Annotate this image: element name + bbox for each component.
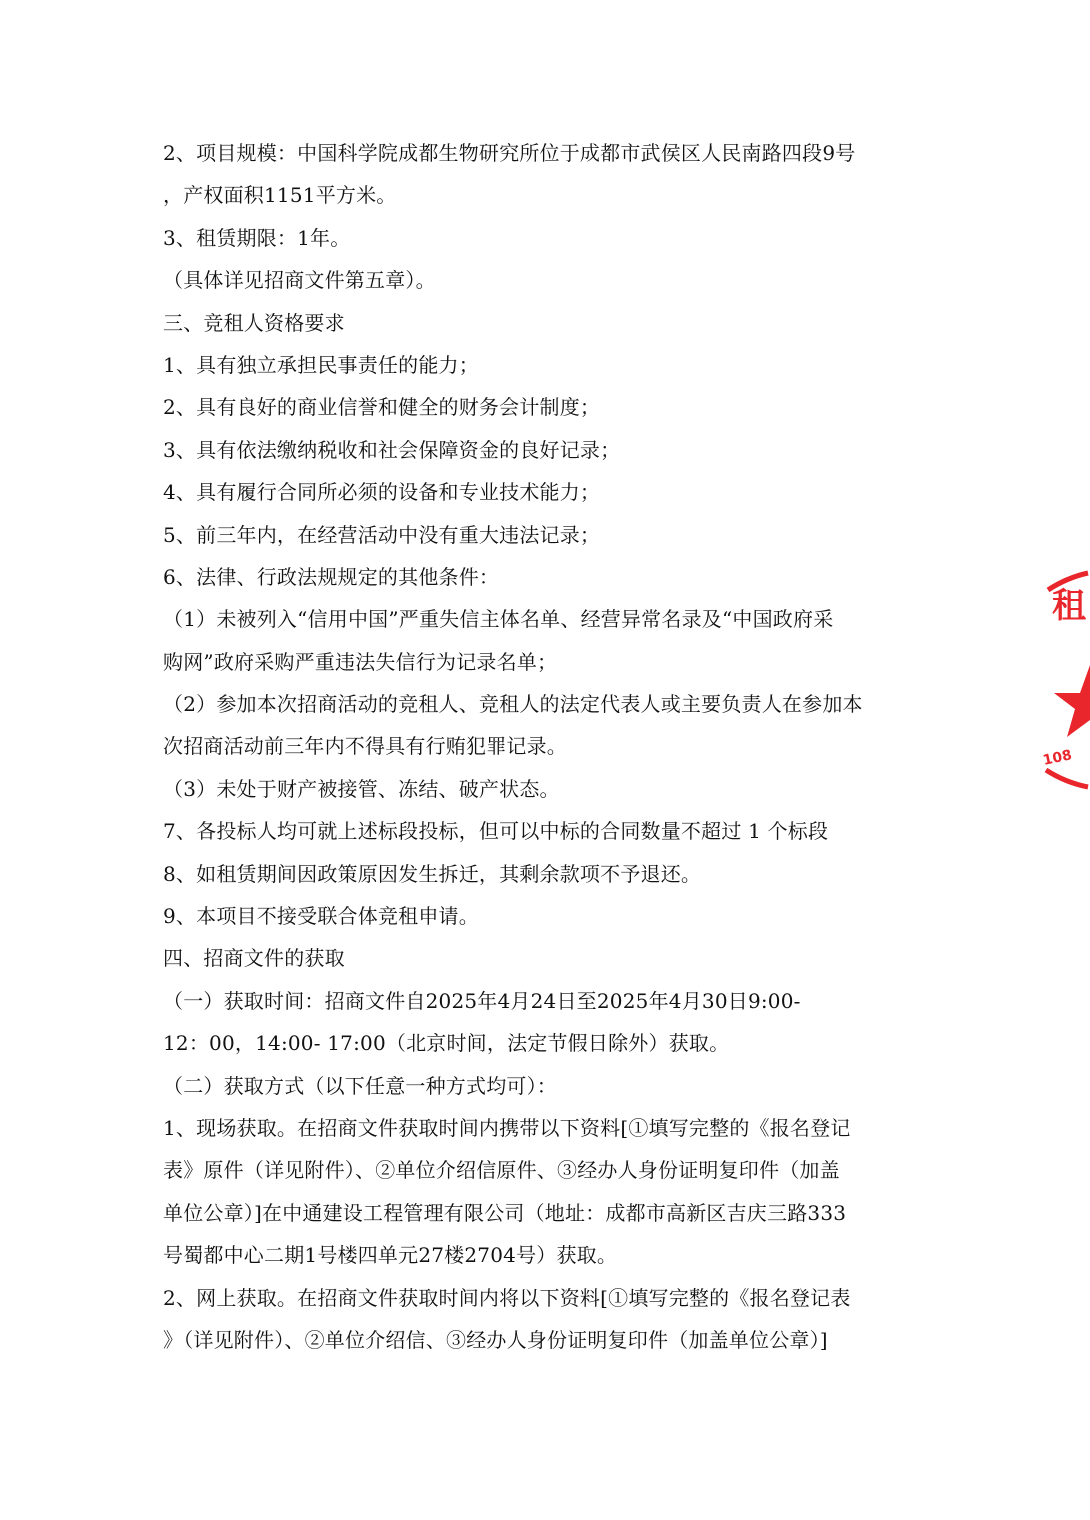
text-line: 购网”政府采购严重违法失信行为记录名单； bbox=[163, 649, 558, 674]
text-line: （1）未被列入“信用中国”严重失信主体名单、经营异常名录及“中国政府采 bbox=[163, 607, 834, 632]
text-line: 3、具有依法缴纳税收和社会保障资金的良好记录； bbox=[163, 437, 621, 462]
text-line: 6、法律、行政法规规定的其他条件： bbox=[163, 564, 500, 589]
seal-char: 租 bbox=[1052, 586, 1086, 626]
text-line: （3）未处于财产被接管、冻结、破产状态。 bbox=[163, 776, 560, 801]
text-line: ，产权面积1151平方米。 bbox=[163, 183, 397, 208]
text-line: （二）获取方式（以下任意一种方式均可）： bbox=[163, 1073, 557, 1098]
text-line: 2、具有良好的商业信誉和健全的财务会计制度； bbox=[163, 395, 601, 420]
text-line: 号蜀都中心二期1号楼四单元27楼2704号）获取。 bbox=[163, 1243, 618, 1268]
red-seal-stamp-icon bbox=[1030, 565, 1090, 795]
seal-number: 108 bbox=[1041, 747, 1074, 769]
text-line: 单位公章）]在中通建设工程管理有限公司（地址：成都市高新区吉庆三路333 bbox=[163, 1200, 847, 1225]
text-line: 5、前三年内，在经营活动中没有重大违法记录； bbox=[163, 522, 601, 547]
seal-star bbox=[1054, 665, 1090, 737]
text-line: 次招商活动前三年内不得具有行贿犯罪记录。 bbox=[163, 734, 567, 759]
document-body bbox=[163, 132, 923, 1361]
text-line: 三、竞租人资格要求 bbox=[163, 310, 345, 335]
text-line: 表》原件（详见附件）、②单位介绍信原件、③经办人身份证明复印件（加盖 bbox=[163, 1158, 840, 1183]
text-line: （一）获取时间：招商文件自2025年4月24日至2025年4月30日9:00- bbox=[163, 988, 801, 1013]
seal-outer-ring-lower bbox=[1046, 770, 1088, 787]
text-line: 4、具有履行合同所必须的设备和专业技术能力； bbox=[163, 480, 601, 505]
text-line: 》（详见附件）、②单位介绍信、③经办人身份证明复印件（加盖单位公章）] bbox=[163, 1327, 828, 1352]
text-line: 1、现场获取。在招商文件获取时间内携带以下资料[①填写完整的《报名登记 bbox=[163, 1115, 851, 1140]
text-line: 2、网上获取。在招商文件获取时间内将以下资料[①填写完整的《报名登记表 bbox=[163, 1285, 851, 1310]
text-line: 7、各投标人均可就上述标段投标，但可以中标的合同数量不超过 1 个标段 bbox=[163, 819, 829, 844]
text-line: 9、本项目不接受联合体竞租申请。 bbox=[163, 904, 479, 929]
text-line: 四、招商文件的获取 bbox=[163, 946, 345, 971]
text-line: 12：00，14:00- 17:00（北京时间，法定节假日除外）获取。 bbox=[163, 1031, 730, 1056]
text-line: 8、如租赁期间因政策原因发生拆迁，其剩余款项不予退还。 bbox=[163, 861, 702, 886]
text-line: （2）参加本次招商活动的竞租人、竞租人的法定代表人或主要负责人在参加本 bbox=[163, 692, 863, 717]
text-line: （具体详见招商文件第五章）。 bbox=[163, 268, 436, 293]
text-line: 1、具有独立承担民事责任的能力； bbox=[163, 352, 479, 377]
text-line: 2、项目规模：中国科学院成都生物研究所位于成都市武侯区人民南路四段9号 bbox=[163, 141, 856, 165]
text-line: 3、租赁期限：1年。 bbox=[163, 225, 351, 250]
